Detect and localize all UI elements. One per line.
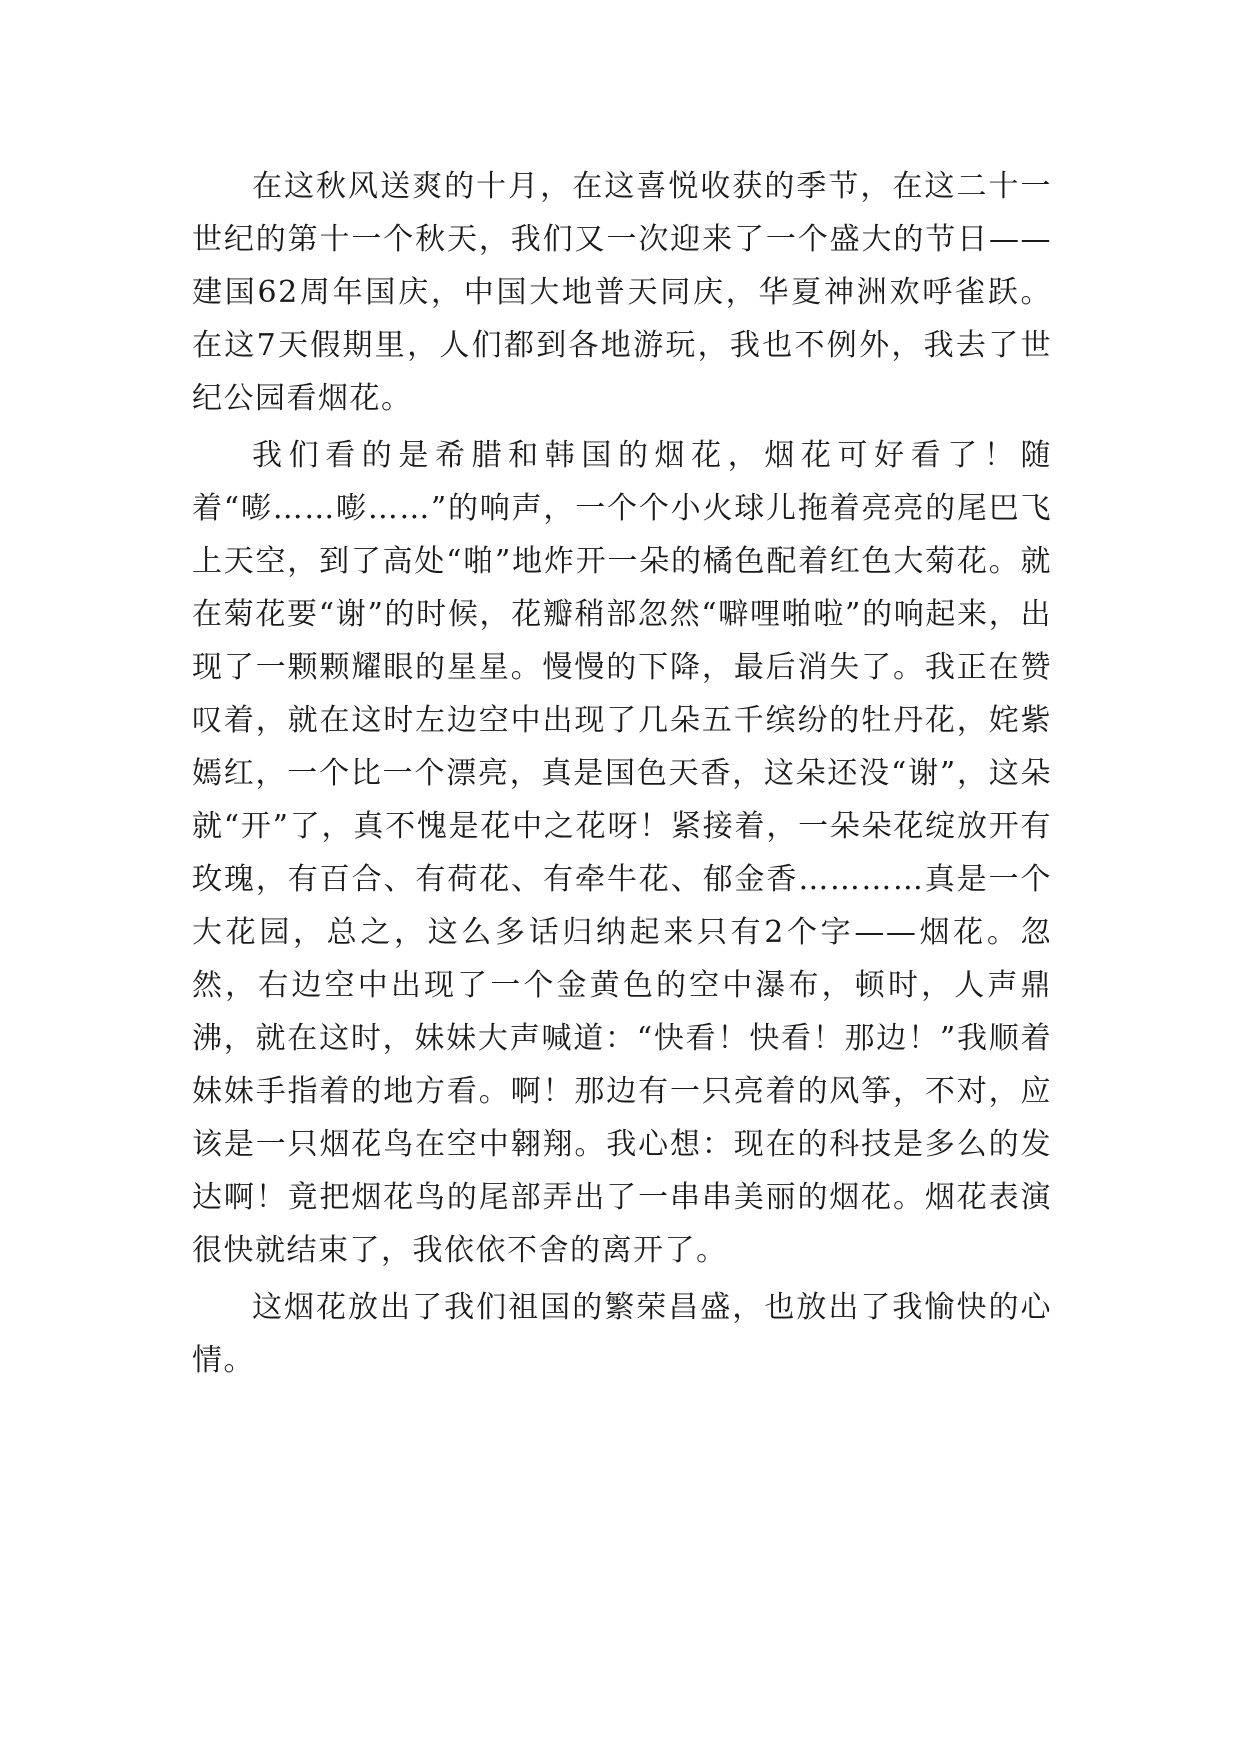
paragraph-1: 在这秋风送爽的十月，在这喜悦收获的季节，在这二十一世纪的第十一个秋天，我们又一次迎来了一个盛大的节日——建国62周年国庆，中国大地普天同庆，华夏神洲欢呼雀跃。在这7天假期里，人们都到各地游玩，我也不例外，我去了世纪公园看烟花。 [192,169,1052,416]
paragraph-3: 这烟花放出了我们祖国的繁荣昌盛，也放出了我愉快的心情。 [192,1290,1052,1378]
document-page [192,160,1052,1391]
paragraph-2: 我们看的是希腊和韩国的烟花，烟花可好看了！随着“嘭……嘭……”的响声，一个个小火球儿拖着亮亮的尾巴飞上天空，到了高处“啪”地炸开一朵的橘色配着红色大菊花。就在菊花要“谢”的时候，花瓣稍部忽然“噼哩啪啦”的响起来，出现了一颗颗耀眼的星星。慢慢的下降，最后消失了。我正在赞叹着，就在这时左边空中出现了几朵五千缤纷的牡丹花，姹紫嫣红，一个比一个漂亮，真是国色天香，这朵还没“谢”，这朵就“开”了，真不愧是花中之花呀！紧接着，一朵朵花绽放开有玫瑰，有百合、有荷花、有牵牛花、郁金香…………真是一个大花园，总之，这么多话归纳起来只有2个字——烟花。忽然，右边空中出现了一个金黄色的空中瀑布，顿时，人声鼎沸，就在这时，妹妹大声喊道：“快看！快看！那边！”我顺着妹妹手指着的地方看。啊！那边有一只亮着的风筝，不对，应该是一只烟花鸟在空中翱翔。我心想：现在的科技是多么的发达啊！竟把烟花鸟的尾部弄出了一串串美丽的烟花。烟花表演很快就结束了，我依依不舍的离开了。 [192,438,1052,1268]
